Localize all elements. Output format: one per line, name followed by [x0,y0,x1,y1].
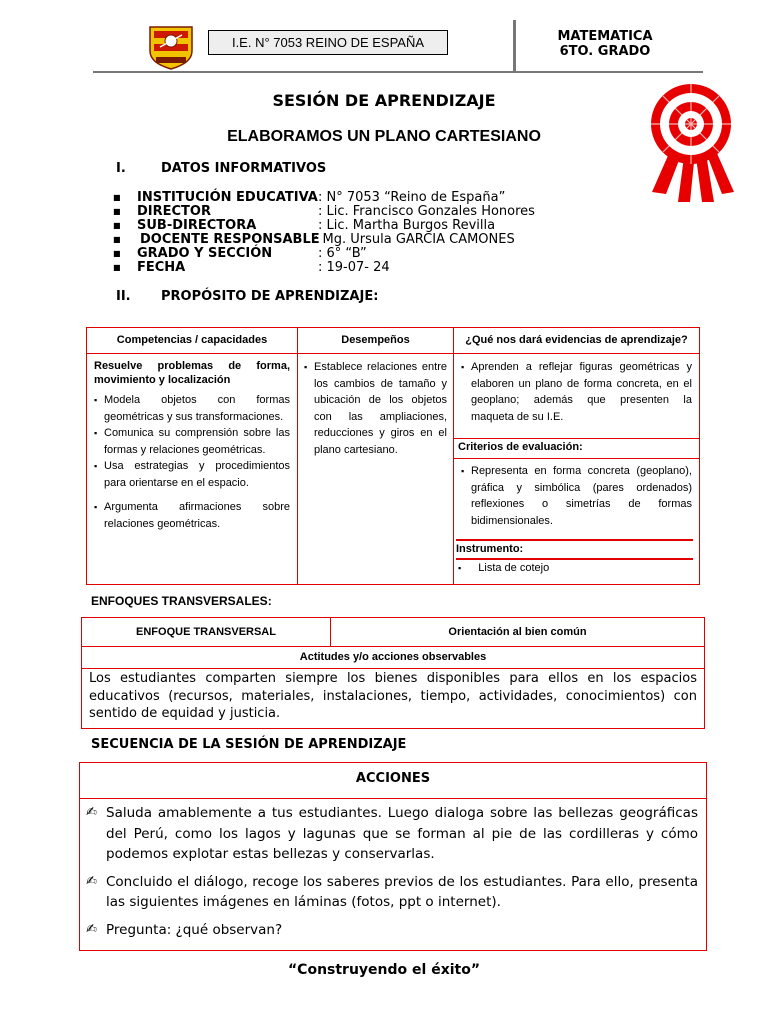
action-text: Pregunta: ¿qué observan? [106,921,283,938]
bullet-icon: ■ [113,249,121,258]
evidence-cell [453,353,700,439]
capacities-list [94,392,290,532]
grade-label: 6TO. GRADO [559,44,651,59]
pencil-icon: ✍ [86,805,97,820]
list-item [86,803,698,865]
session-title: SESIÓN DE APRENDIZAJE [272,91,496,110]
list-item: ▪ Establece relaciones entre los cambios de tamaño y ubicación de los objetos con las ampliaciones, reducciones y giros en el plano cartesiano. [304,359,447,458]
competencies-cell [86,353,298,585]
table-header-competencias: Competencias / capacidades [86,327,298,354]
transversal-col1: ENFOQUE TRANSVERSAL [81,617,331,647]
list-item: ▪ Usa estrategias y procedimientos para orientarse en el espacio. [94,458,290,491]
evidence-list [461,359,692,425]
performance-list [304,359,447,458]
bullet-icon: ■ [113,193,121,202]
transversal-heading: ENFOQUES TRANSVERSALES: [91,594,272,608]
footer-motto: “Construyendo el éxito” [287,962,481,978]
bullet-icon: ■ [113,263,121,272]
header-vertical-divider [513,20,516,71]
info-label: FECHA [137,260,186,275]
pencil-icon: ✍ [86,921,97,937]
subject-name: MATEMATICA [557,29,653,44]
list-item: ▪ Representa en forma concreta (geoplano), gráfica y simbólica (pares ordenados) reflexiones o simetrías de formas bidimensionales. [461,463,692,529]
criteria-list [461,463,692,529]
info-value: : N° 7053 “Reino de España” [318,190,506,205]
bullet-icon: ■ [113,235,121,244]
session-subtitle: ELABORAMOS UN PLANO CARTESIANO [227,128,541,145]
performance-cell [297,353,454,585]
actions-header: ACCIONES [79,762,707,799]
bullet-icon: ▪ [458,563,462,573]
list-item: ▪ Argumenta afirmaciones sobre relaciones geométricas. [94,499,290,532]
section-heading: PROPÓSITO DE APRENDIZAJE: [161,289,379,304]
action-text: Concluido el diálogo, recoge los saberes previos de los estudiantes. Para ello, presenta las siguientes imágenes en láminas (fotos, ppt o internet). [106,873,698,910]
instrument-text: Lista de cotejo [478,562,550,574]
school-crest [146,23,196,71]
table-header-desempenos: Desempeños [297,327,454,354]
crest-icon [146,23,196,71]
info-value: : 19-07- 24 [318,260,390,275]
info-label: INSTITUCIÓN EDUCATIVA [137,190,318,205]
school-name-box: I.E. N° 7053 REINO DE ESPAÑA [208,30,448,55]
section-proposito [116,289,378,304]
info-value: : Lic. Francisco Gonzales Honores [318,204,535,219]
action-text: Saluda amablemente a tus estudiantes. Luego dialoga sobre las bellezas geográficas del Perú, como los lagos y lagunas que se forman al pie de las cordilleras y cómo podemos explotar estas bellezas y conservarlas. [106,805,698,862]
criteria-title: Criterios de evaluación: [453,438,700,459]
list-item: ▪ Aprenden a reflejar figuras geométricas y elaboren un plano de forma concreta, en el geoplano; además que presenten la maqueta de su I.E. [461,359,692,425]
list-item [86,872,698,913]
info-value: : 6° “B” [318,246,367,261]
info-value: : Lic. Martha Burgos Revilla [318,218,496,233]
transversal-col2: Orientación al bien común [330,617,705,647]
instrument-title: Instrumento: [456,543,524,555]
sequence-heading: SECUENCIA DE LA SESIÓN DE APRENDIZAJE [91,737,407,752]
pencil-icon: ✍ [86,873,97,889]
info-label: DIRECTOR [137,204,211,219]
list-item: ▪ Comunica su comprensión sobre las formas y relaciones geométricas. [94,425,290,458]
section-number: II. [116,289,131,304]
section-heading: DATOS INFORMATIVOS [161,161,327,176]
actions-body [79,798,707,951]
info-label: SUB-DIRECTORA [137,218,257,233]
actions-text: Los estudiantes comparten siempre los bienes disponibles para ellos en los espacios educativos (recursos, materiales, instalaciones, tiempo, actividades, conocimientos) con sentido de equidad y justicia. [81,668,705,729]
info-value: : Mg. Ursula GARCIA CAMONES [314,232,515,247]
bullet-icon: ■ [113,221,121,230]
section-number: I. [116,161,126,176]
instrument-item [458,560,549,577]
subject-block [540,29,670,59]
list-item: ▪ Modela objetos con formas geométricas y sus transformaciones. [94,392,290,425]
competence-title: Resuelve problemas de forma, movimiento y localización [94,360,290,386]
header-horizontal-divider [93,71,703,73]
section-datos-informativos [116,161,326,176]
actions-title: Actitudes y/o acciones observables [81,646,705,669]
bullet-icon: ■ [113,207,121,216]
table-header-evidencias: ¿Qué nos dará evidencias de aprendizaje? [453,327,700,354]
info-label: DOCENTE RESPONSABLE [140,232,320,247]
list-item [86,920,698,941]
criteria-cell [453,458,700,585]
info-label: GRADO Y SECCIÓN [137,246,273,261]
